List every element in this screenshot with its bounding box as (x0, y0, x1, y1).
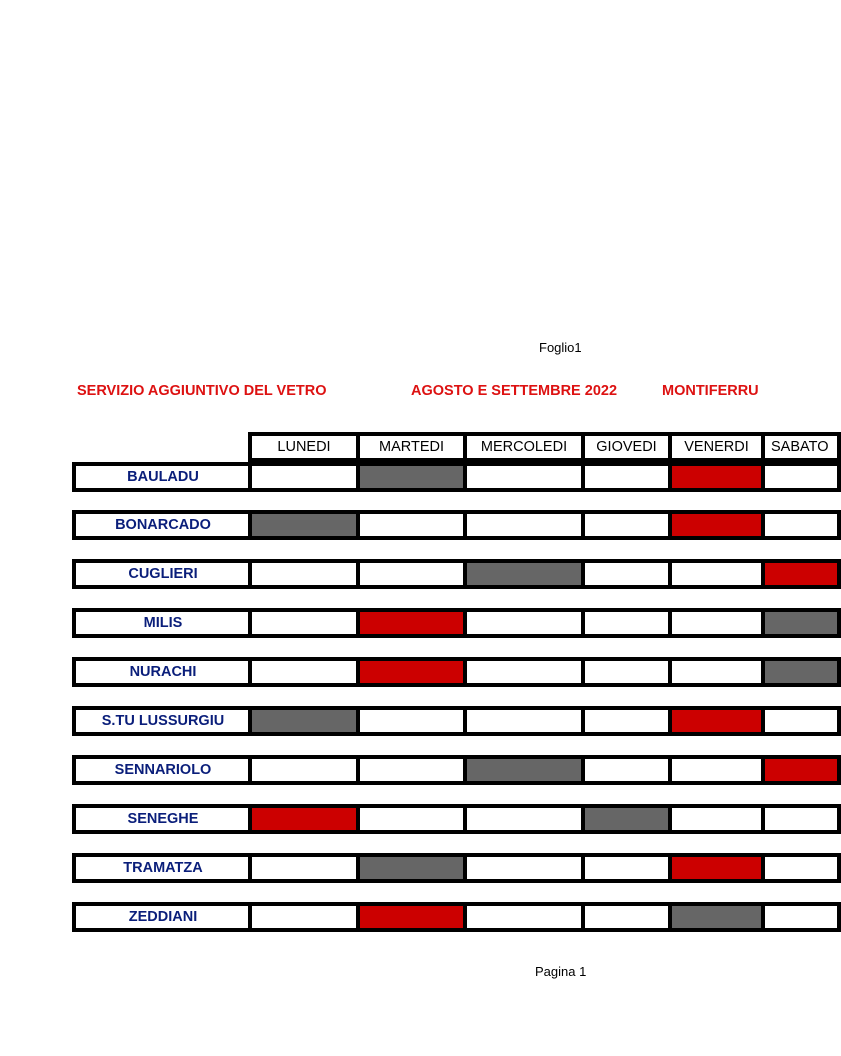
marker-grey (360, 466, 463, 488)
day-cell-mercoledi (463, 902, 585, 932)
page-number: Pagina 1 (535, 964, 587, 979)
marker-red (765, 563, 837, 585)
marker-grey (672, 906, 761, 928)
day-cell-giovedi (581, 902, 672, 932)
marker-red (672, 710, 761, 732)
day-cell-sabato (761, 804, 841, 834)
day-header-giovedi (581, 432, 672, 462)
town-name: SENEGHE (76, 808, 250, 830)
day-cell-martedi (356, 510, 467, 540)
sheet-name: Foglio1 (539, 340, 582, 355)
empty-slot (360, 563, 463, 585)
marker-grey (467, 759, 581, 781)
day-cell-lunedi (248, 902, 360, 932)
day-cell-lunedi (248, 510, 360, 540)
empty-slot (467, 808, 581, 830)
empty-slot (585, 906, 668, 928)
marker-red (765, 759, 837, 781)
day-cell-mercoledi (463, 804, 585, 834)
day-cell-sabato (761, 657, 841, 687)
day-cell-venerdi (668, 608, 765, 638)
day-cell-giovedi (581, 608, 672, 638)
day-header-label: GIOVEDI (596, 439, 657, 455)
day-cell-lunedi (248, 755, 360, 785)
marker-grey (765, 612, 837, 634)
day-cell-sabato (761, 510, 841, 540)
day-header-martedi (356, 432, 467, 462)
town-cell (72, 462, 254, 492)
day-cell-giovedi (581, 510, 672, 540)
day-cell-venerdi (668, 559, 765, 589)
empty-slot (585, 759, 668, 781)
empty-slot (585, 857, 668, 879)
day-header-label: MARTEDI (379, 439, 444, 455)
day-cell-lunedi (248, 657, 360, 687)
empty-slot (252, 906, 356, 928)
empty-slot (467, 466, 581, 488)
empty-slot (765, 808, 837, 830)
day-header-mercoledi (463, 432, 585, 462)
day-cell-sabato (761, 462, 841, 492)
day-cell-giovedi (581, 755, 672, 785)
marker-grey (467, 563, 581, 585)
day-cell-martedi (356, 657, 467, 687)
marker-grey (765, 661, 837, 683)
day-cell-venerdi (668, 657, 765, 687)
empty-slot (585, 661, 668, 683)
day-cell-mercoledi (463, 462, 585, 492)
empty-slot (765, 710, 837, 732)
town-cell (72, 608, 254, 638)
day-cell-martedi (356, 559, 467, 589)
town-name: BONARCADO (76, 514, 250, 536)
empty-slot (252, 466, 356, 488)
empty-slot (765, 906, 837, 928)
day-cell-sabato (761, 902, 841, 932)
marker-red (360, 661, 463, 683)
empty-slot (672, 661, 761, 683)
empty-slot (252, 759, 356, 781)
empty-slot (585, 514, 668, 536)
marker-red (672, 857, 761, 879)
day-cell-martedi (356, 804, 467, 834)
area-title: MONTIFERRU (662, 383, 759, 399)
marker-grey (252, 514, 356, 536)
empty-slot (252, 857, 356, 879)
empty-slot (252, 612, 356, 634)
day-cell-lunedi (248, 462, 360, 492)
town-cell (72, 804, 254, 834)
day-cell-sabato (761, 608, 841, 638)
day-cell-venerdi (668, 853, 765, 883)
marker-grey (585, 808, 668, 830)
day-header-label: VENERDI (684, 439, 749, 455)
day-cell-mercoledi (463, 706, 585, 736)
empty-slot (585, 710, 668, 732)
day-cell-mercoledi (463, 559, 585, 589)
day-cell-sabato (761, 559, 841, 589)
empty-slot (252, 661, 356, 683)
marker-red (360, 612, 463, 634)
empty-slot (672, 612, 761, 634)
day-cell-sabato (761, 853, 841, 883)
town-name: MILIS (76, 612, 250, 634)
town-name: TRAMATZA (76, 857, 250, 879)
town-cell (72, 755, 254, 785)
day-cell-martedi (356, 755, 467, 785)
town-cell (72, 902, 254, 932)
day-header-venerdi (668, 432, 765, 462)
day-cell-mercoledi (463, 657, 585, 687)
day-cell-lunedi (248, 804, 360, 834)
day-cell-mercoledi (463, 608, 585, 638)
marker-red (360, 906, 463, 928)
marker-red (672, 514, 761, 536)
empty-slot (585, 466, 668, 488)
marker-grey (252, 710, 356, 732)
town-name: S.TU LUSSURGIU (76, 710, 250, 732)
town-name: SENNARIOLO (76, 759, 250, 781)
day-cell-lunedi (248, 559, 360, 589)
day-cell-mercoledi (463, 510, 585, 540)
day-cell-giovedi (581, 804, 672, 834)
empty-slot (467, 857, 581, 879)
table-row (72, 462, 832, 492)
day-header-lunedi (248, 432, 360, 462)
day-cell-venerdi (668, 902, 765, 932)
table-row (72, 755, 832, 785)
table-row (72, 510, 832, 540)
day-header-sabato (761, 432, 841, 462)
day-cell-martedi (356, 706, 467, 736)
empty-slot (252, 563, 356, 585)
period-title: AGOSTO E SETTEMBRE 2022 (411, 383, 618, 399)
town-name: ZEDDIANI (76, 906, 250, 928)
marker-red (252, 808, 356, 830)
day-cell-mercoledi (463, 853, 585, 883)
empty-slot (467, 514, 581, 536)
empty-slot (765, 466, 837, 488)
empty-slot (360, 514, 463, 536)
day-cell-venerdi (668, 462, 765, 492)
day-cell-lunedi (248, 608, 360, 638)
day-cell-martedi (356, 902, 467, 932)
town-cell (72, 559, 254, 589)
service-title: SERVIZIO AGGIUNTIVO DEL VETRO (77, 383, 327, 399)
town-name: CUGLIERI (76, 563, 250, 585)
day-cell-martedi (356, 853, 467, 883)
table-row (72, 657, 832, 687)
table-row (72, 902, 832, 932)
empty-slot (765, 857, 837, 879)
day-cell-giovedi (581, 706, 672, 736)
town-cell (72, 853, 254, 883)
day-cell-martedi (356, 608, 467, 638)
town-name: BAULADU (76, 466, 250, 488)
empty-slot (672, 808, 761, 830)
town-cell (72, 706, 254, 736)
empty-slot (585, 612, 668, 634)
day-header-label: MERCOLEDI (480, 439, 568, 455)
table-row (72, 608, 832, 638)
day-cell-venerdi (668, 804, 765, 834)
day-cell-lunedi (248, 853, 360, 883)
empty-slot (360, 759, 463, 781)
day-header-label: SABATO (771, 439, 829, 455)
empty-slot (672, 563, 761, 585)
empty-slot (467, 661, 581, 683)
day-cell-venerdi (668, 706, 765, 736)
day-cell-giovedi (581, 559, 672, 589)
table-row (72, 804, 832, 834)
town-name: NURACHI (76, 661, 250, 683)
day-cell-lunedi (248, 706, 360, 736)
town-cell (72, 657, 254, 687)
day-cell-sabato (761, 755, 841, 785)
day-cell-sabato (761, 706, 841, 736)
day-header-label: LUNEDI (277, 439, 331, 455)
empty-slot (765, 514, 837, 536)
empty-slot (467, 906, 581, 928)
empty-slot (360, 808, 463, 830)
day-cell-giovedi (581, 657, 672, 687)
marker-red (672, 466, 761, 488)
town-cell (72, 510, 254, 540)
empty-slot (672, 759, 761, 781)
empty-slot (467, 710, 581, 732)
day-cell-venerdi (668, 510, 765, 540)
empty-slot (467, 612, 581, 634)
table-row (72, 853, 832, 883)
day-cell-mercoledi (463, 755, 585, 785)
day-cell-martedi (356, 462, 467, 492)
marker-grey (360, 857, 463, 879)
day-cell-giovedi (581, 462, 672, 492)
table-row (72, 559, 832, 589)
empty-slot (585, 563, 668, 585)
empty-slot (360, 710, 463, 732)
day-cell-venerdi (668, 755, 765, 785)
table-row (72, 706, 832, 736)
day-cell-giovedi (581, 853, 672, 883)
